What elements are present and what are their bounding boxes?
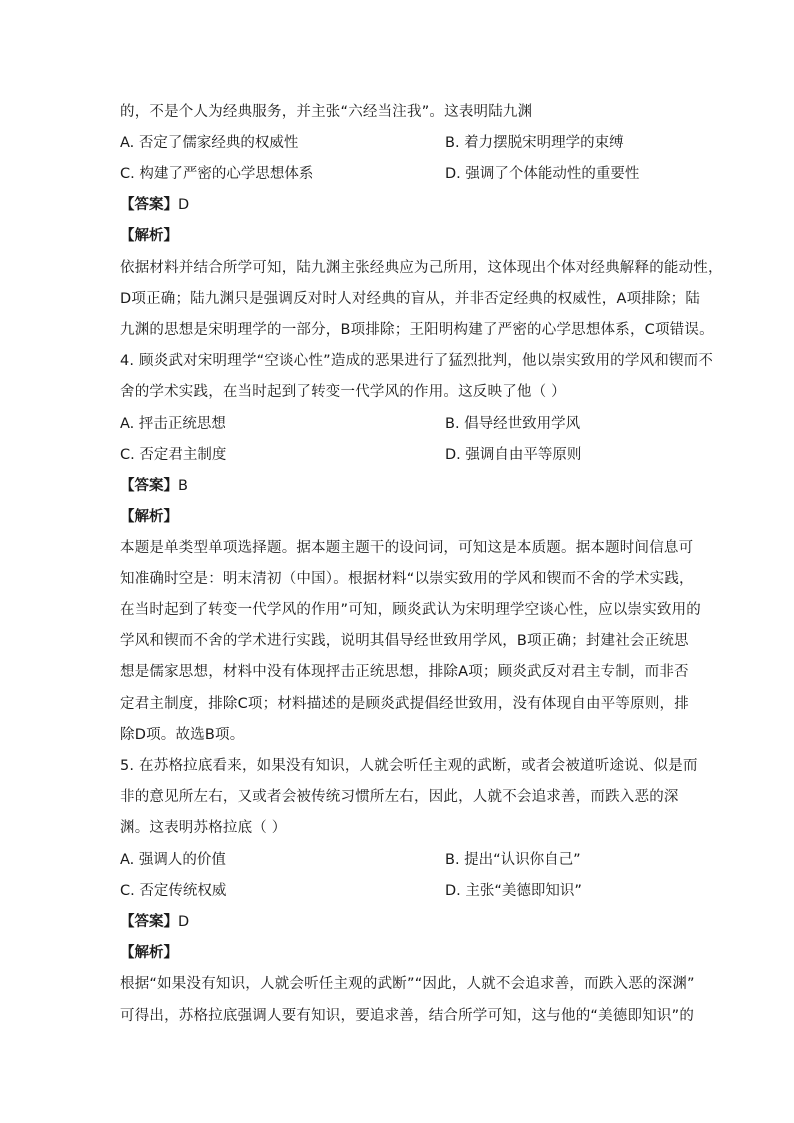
q4-answer-label: 【答案】: [120, 478, 178, 494]
q4-answer-value: B: [178, 478, 188, 494]
q5-option-c: C. 否定传统权威: [120, 883, 227, 899]
q3-option-a: A. 否定了儒家经典的权威性: [120, 135, 299, 151]
q5-analysis-label: 【解析】: [120, 945, 178, 961]
q3-analysis-line: 九渊的思想是宋明理学的一部分，B项排除；王阳明构建了严密的心学思想体系，C项错误。: [120, 322, 714, 338]
q5-option-b: B. 提出“认识你自己”: [445, 852, 581, 868]
q5-stem-line: 5. 在苏格拉底看来，如果没有知识，人就会听任主观的武断，或者会被道听途说、似是而: [120, 758, 698, 774]
q4-analysis-line: 学风和锲而不舍的学术进行实践，说明其倡导经世致用学风，B项正确；封建社会正统思: [120, 633, 689, 649]
q3-option-b: B. 着力摆脱宋明理学的束缚: [445, 135, 624, 151]
q3-stem-tail: 的，不是个人为经典服务，并主张“六经当注我”。这表明陆九渊: [120, 104, 533, 120]
q4-option-d: D. 强调自由平等原则: [445, 447, 582, 463]
q5-analysis-line: 根据“如果没有知识，人就会听任主观的武断”“因此，人就不会追求善，而跌入恶的深渊”: [120, 976, 695, 992]
q4-stem-line: 4. 顾炎武对宋明理学“空谈心性”造成的恶果进行了猛烈批判，他以崇实致用的学风和锲而不: [120, 353, 714, 369]
q3-option-d: D. 强调了个体能动性的重要性: [445, 166, 640, 182]
q4-analysis-line: 定君主制度，排除C项；材料描述的是顾炎武提倡经世致用，没有体现自由平等原则，排: [120, 696, 689, 712]
q5-option-a: A. 强调人的价值: [120, 852, 226, 868]
q5-analysis-line: 可得出，苏格拉底强调人要有知识，要追求善，结合所学可知，这与他的“美德即知识”的: [120, 1008, 695, 1024]
q3-answer-label: 【答案】: [120, 197, 178, 213]
q5-answer-value: D: [178, 914, 190, 930]
q5-stem-line: 渊。这表明苏格拉底（ ）: [120, 820, 287, 836]
q3-answer: [120, 195, 189, 215]
q4-analysis-line: 除D项。故选B项。: [120, 727, 245, 743]
q4-analysis-line: 本题是单类型单项选择题。据本题主题干的设问词，可知这是本质题。据本题时间信息可: [120, 540, 694, 556]
q4-analysis-line: 想是儒家思想，材料中没有体现抨击正统思想，排除A项；顾炎武反对君主专制，而非否: [120, 664, 689, 680]
q4-stem-line: 舍的学术实践，在当时起到了转变一代学风的作用。这反映了他（ ）: [120, 384, 566, 400]
q3-analysis-label: 【解析】: [120, 228, 178, 244]
q3-analysis-line: 依据材料并结合所学可知，陆九渊主张经典应为己所用，这体现出个体对经典解释的能动性，: [120, 260, 723, 276]
q5-option-d: D. 主张“美德即知识”: [445, 883, 582, 899]
q4-analysis-line: 在当时起到了转变一代学风的作用”可知，顾炎武认为宋明理学空谈心性，应以崇实致用的: [120, 602, 702, 618]
q4-option-a: A. 抨击正统思想: [120, 416, 226, 432]
q3-answer-value: D: [178, 197, 190, 213]
q5-answer: [120, 912, 189, 932]
q4-answer: [120, 476, 188, 496]
q4-option-b: B. 倡导经世致用学风: [445, 416, 581, 432]
q3-analysis-line: D项正确；陆九渊只是强调反对时人对经典的盲从，并非否定经典的权威性，A项排除；陆: [120, 291, 701, 307]
q4-analysis-label: 【解析】: [120, 509, 178, 525]
q5-stem-line: 非的意见所左右，又或者会被传统习惯所左右，因此，人就不会追求善，而跌入恶的深: [120, 789, 679, 805]
q3-option-c: C. 构建了严密的心学思想体系: [120, 166, 314, 182]
q4-option-c: C. 否定君主制度: [120, 447, 227, 463]
q5-answer-label: 【答案】: [120, 914, 178, 930]
q4-analysis-line: 知准确时空是：明末清初（中国）。根据材料“以崇实致用的学风和锲而不舍的学术实践，: [120, 571, 694, 587]
